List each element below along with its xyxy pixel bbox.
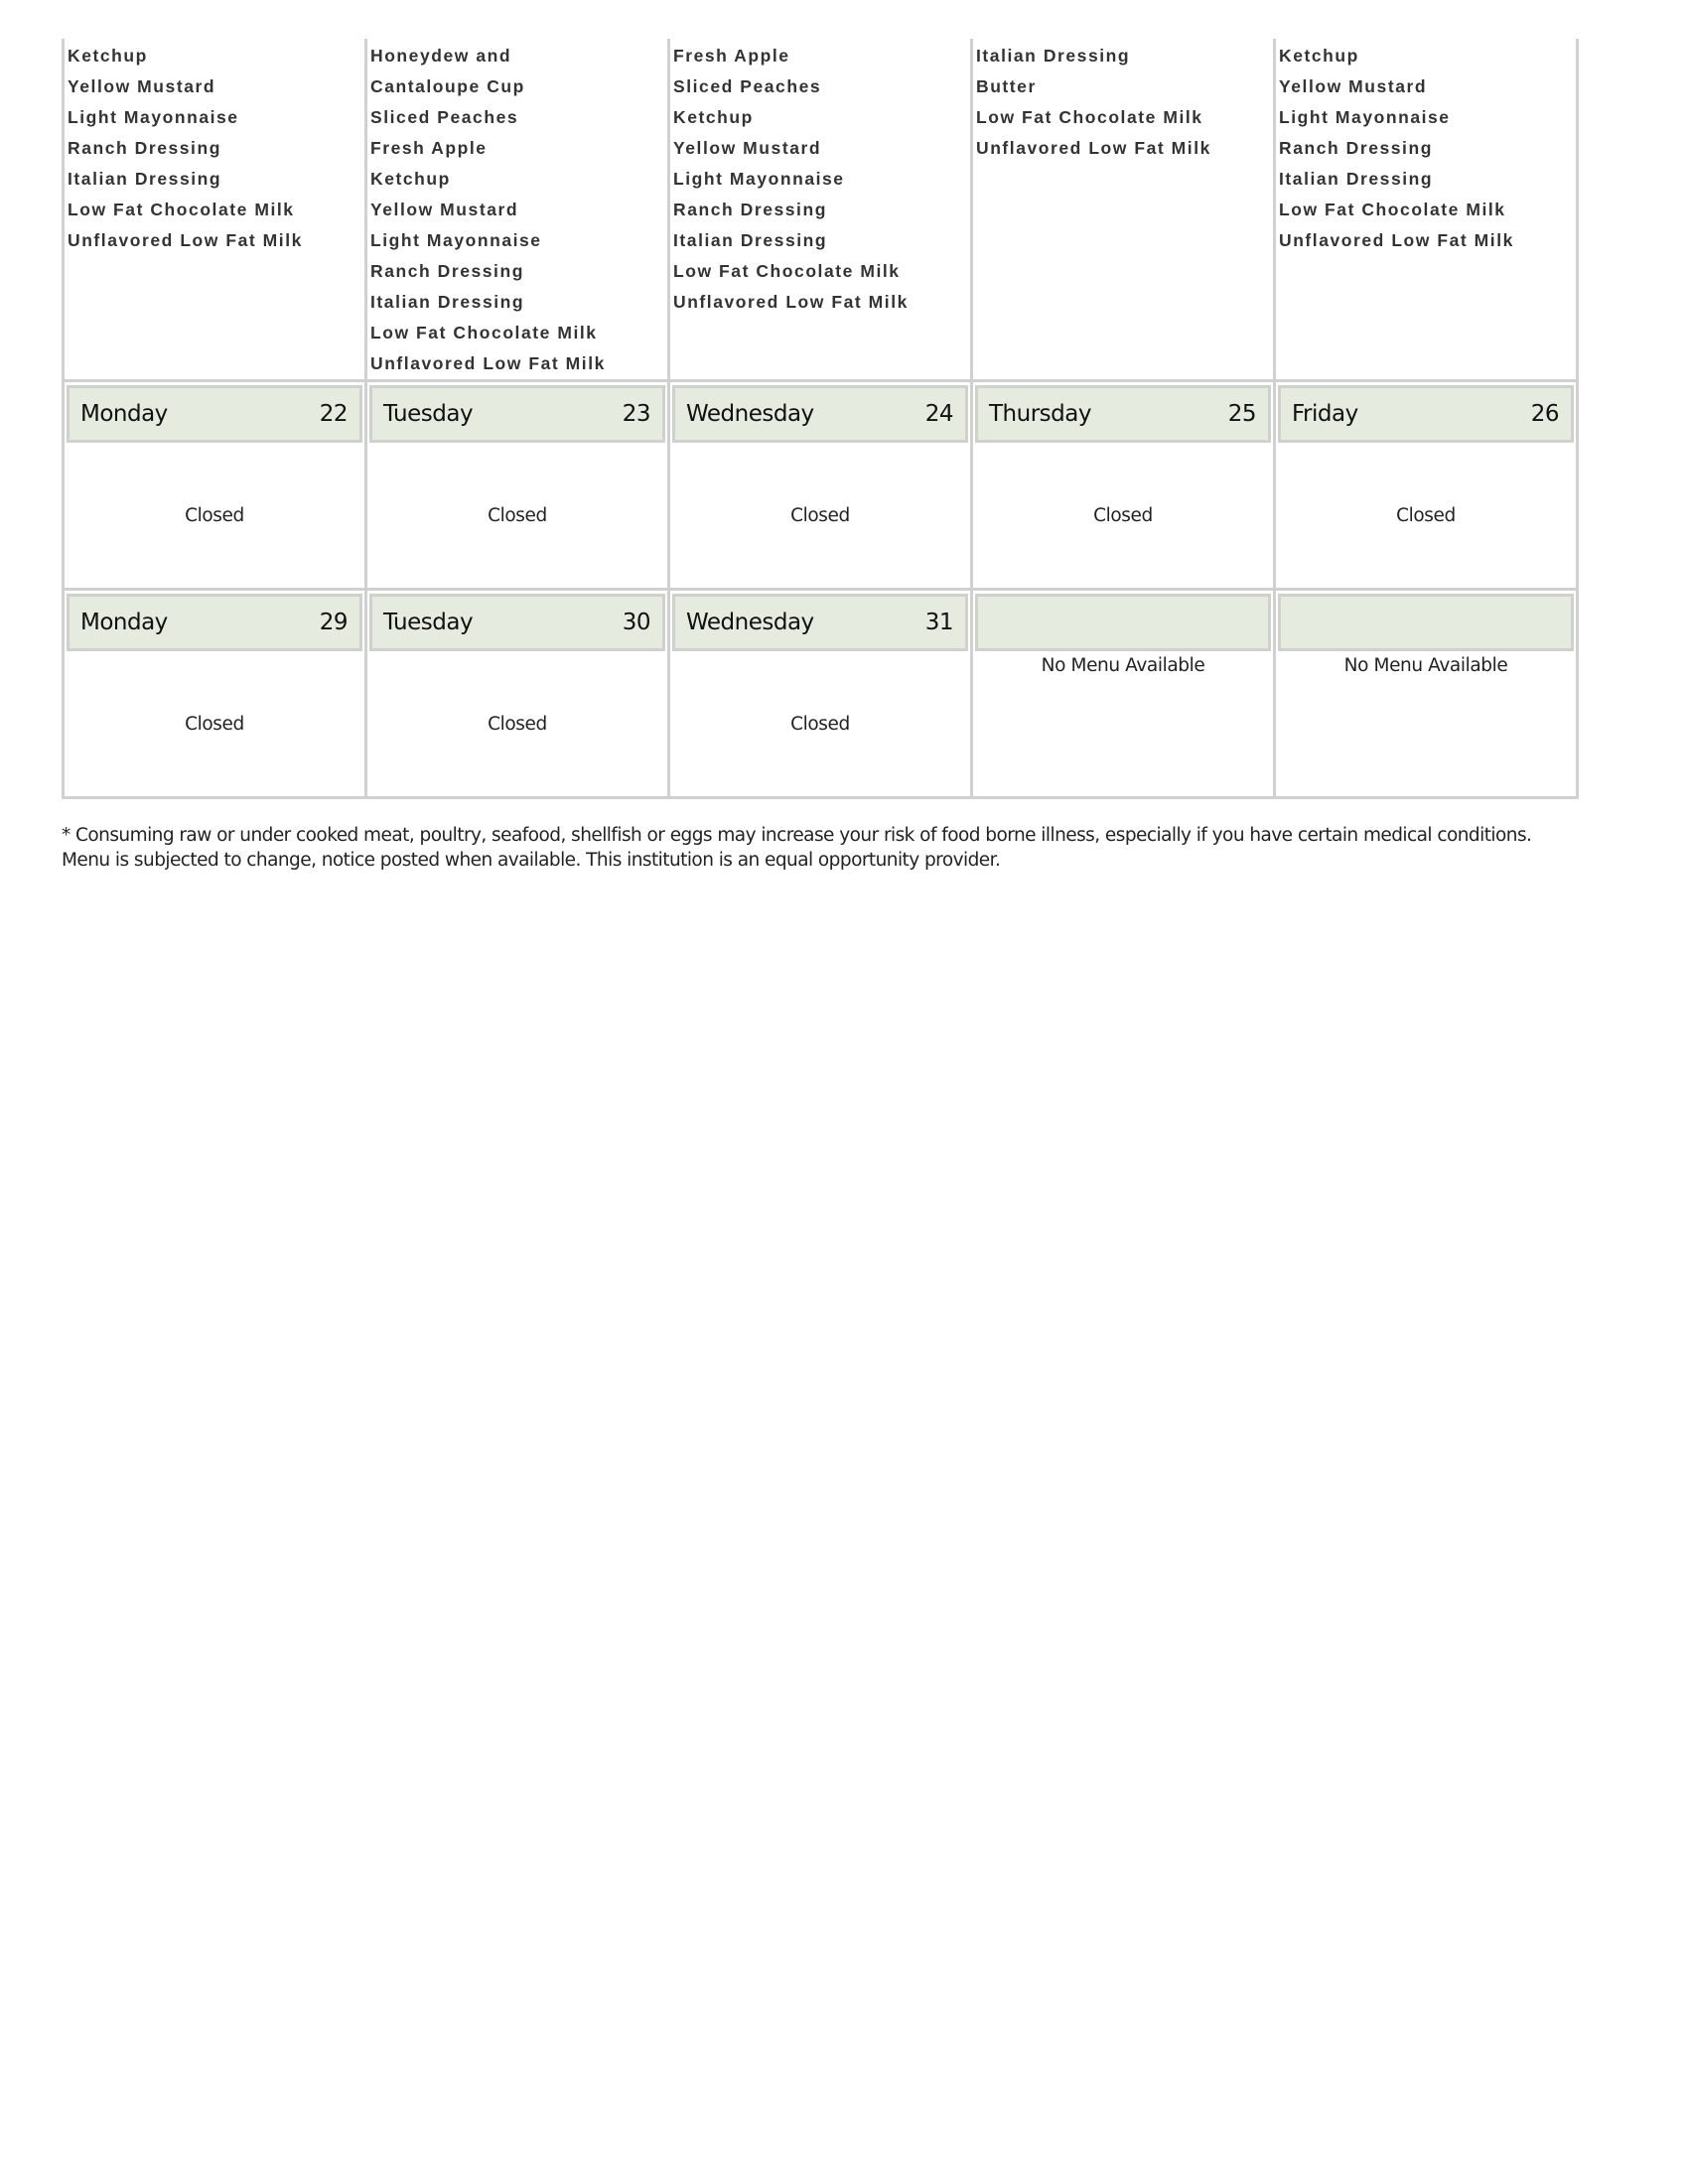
day-status: Closed xyxy=(1396,504,1456,526)
menu-item: Ranch Dressing xyxy=(1279,138,1433,158)
menu-item: Low Fat Chocolate Milk xyxy=(673,261,901,281)
day-cell-empty-friday xyxy=(1275,590,1578,798)
menu-item: Ketchup xyxy=(68,46,148,66)
day-cell-thursday-18 xyxy=(972,39,1275,381)
day-header xyxy=(672,385,968,443)
week-row-previous-menus xyxy=(64,39,1578,381)
day-name: Friday xyxy=(1292,401,1358,427)
day-cell-friday-26 xyxy=(1275,381,1578,590)
no-menu-notice: No Menu Available xyxy=(1041,655,1205,676)
menu-item: Italian Dressing xyxy=(976,46,1131,66)
menu-item: Ketchup xyxy=(673,107,754,127)
day-status: Closed xyxy=(185,504,244,526)
day-cell-monday-22 xyxy=(64,381,366,590)
menu-item: Unflavored Low Fat Milk xyxy=(976,138,1211,158)
day-header xyxy=(369,385,665,443)
no-menu-notice: No Menu Available xyxy=(1343,655,1508,676)
menu-item: Fresh Apple xyxy=(673,46,790,66)
menu-item: Yellow Mustard xyxy=(370,200,519,219)
menu-item: Sliced Peaches xyxy=(370,107,519,127)
menu-item: Unflavored Low Fat Milk xyxy=(68,230,303,250)
day-date: 24 xyxy=(924,401,953,427)
day-cell-monday-15 xyxy=(64,39,366,381)
day-header-empty xyxy=(975,594,1271,651)
menu-item: Italian Dressing xyxy=(1279,169,1434,189)
menu-item: Ketchup xyxy=(1279,46,1359,66)
food-safety-footnote: * Consuming raw or under cooked meat, poultry, seafood, shellfish or eggs may increase your risk of food borne illness, especially if you have certain medical conditions. Menu is subjected to change, notice posted when available. This institution is an equal opportunity provider. xyxy=(62,825,1532,871)
day-name: Thursday xyxy=(989,401,1091,427)
day-header xyxy=(672,594,968,651)
day-name: Monday xyxy=(80,401,168,427)
day-cell-wednesday-31 xyxy=(669,590,972,798)
day-header xyxy=(369,594,665,651)
day-status: Closed xyxy=(1093,504,1153,526)
day-date: 30 xyxy=(622,610,650,635)
day-cell-tuesday-30 xyxy=(366,590,669,798)
menu-item: Light Mayonnaise xyxy=(68,107,239,127)
menu-item-list xyxy=(1276,39,1576,256)
day-cell-friday-19 xyxy=(1275,39,1578,381)
menu-item: Low Fat Chocolate Milk xyxy=(1279,200,1506,219)
menu-item: Honeydew and xyxy=(370,46,512,66)
day-name: Tuesday xyxy=(383,401,474,427)
menu-item-list xyxy=(670,39,970,318)
day-name: Wednesday xyxy=(686,401,814,427)
day-date: 31 xyxy=(924,610,953,635)
menu-item: Unflavored Low Fat Milk xyxy=(1279,230,1514,250)
day-cell-empty-thursday xyxy=(972,590,1275,798)
menu-item: Ranch Dressing xyxy=(68,138,221,158)
day-name: Wednesday xyxy=(686,610,814,635)
day-status: Closed xyxy=(185,713,244,735)
day-status: Closed xyxy=(790,504,850,526)
day-header xyxy=(975,385,1271,443)
menu-item: Italian Dressing xyxy=(673,230,828,250)
day-status: Closed xyxy=(790,713,850,735)
week-row-29-31 xyxy=(64,590,1578,798)
menu-item: Unflavored Low Fat Milk xyxy=(673,292,909,312)
day-header xyxy=(67,594,362,651)
menu-item: Sliced Peaches xyxy=(673,76,822,96)
menu-item: Ranch Dressing xyxy=(370,261,524,281)
menu-calendar-grid xyxy=(62,39,1579,799)
day-status: Closed xyxy=(488,504,547,526)
day-cell-thursday-25 xyxy=(972,381,1275,590)
day-cell-wednesday-24 xyxy=(669,381,972,590)
day-date: 23 xyxy=(622,401,650,427)
menu-item: Low Fat Chocolate Milk xyxy=(370,323,598,342)
menu-item-list xyxy=(973,39,1273,164)
day-date: 25 xyxy=(1227,401,1256,427)
menu-item: Ranch Dressing xyxy=(673,200,827,219)
day-cell-tuesday-23 xyxy=(366,381,669,590)
day-cell-tuesday-16 xyxy=(366,39,669,381)
menu-item: Light Mayonnaise xyxy=(370,230,542,250)
menu-item: Light Mayonnaise xyxy=(1279,107,1451,127)
day-date: 26 xyxy=(1530,401,1559,427)
day-status: Closed xyxy=(488,713,547,735)
menu-item: Yellow Mustard xyxy=(673,138,822,158)
day-header xyxy=(1278,385,1574,443)
day-cell-monday-29 xyxy=(64,590,366,798)
menu-item: Ketchup xyxy=(370,169,451,189)
menu-item-list xyxy=(65,39,364,256)
menu-item: Yellow Mustard xyxy=(1279,76,1428,96)
day-name: Tuesday xyxy=(383,610,474,635)
menu-item: Unflavored Low Fat Milk xyxy=(370,353,606,373)
menu-item: Butter xyxy=(976,76,1037,96)
menu-item-list xyxy=(367,39,667,379)
menu-item: Italian Dressing xyxy=(68,169,222,189)
day-name: Monday xyxy=(80,610,168,635)
menu-item: Fresh Apple xyxy=(370,138,488,158)
day-date: 22 xyxy=(319,401,348,427)
menu-item: Low Fat Chocolate Milk xyxy=(68,200,295,219)
day-header-empty xyxy=(1278,594,1574,651)
menu-calendar-page xyxy=(62,39,1579,891)
day-header xyxy=(67,385,362,443)
day-date: 29 xyxy=(319,610,348,635)
menu-item: Cantaloupe Cup xyxy=(370,76,525,96)
week-row-22-26 xyxy=(64,381,1578,590)
menu-item: Yellow Mustard xyxy=(68,76,216,96)
menu-item: Light Mayonnaise xyxy=(673,169,845,189)
day-cell-wednesday-17 xyxy=(669,39,972,381)
menu-item: Italian Dressing xyxy=(370,292,525,312)
menu-item: Low Fat Chocolate Milk xyxy=(976,107,1203,127)
